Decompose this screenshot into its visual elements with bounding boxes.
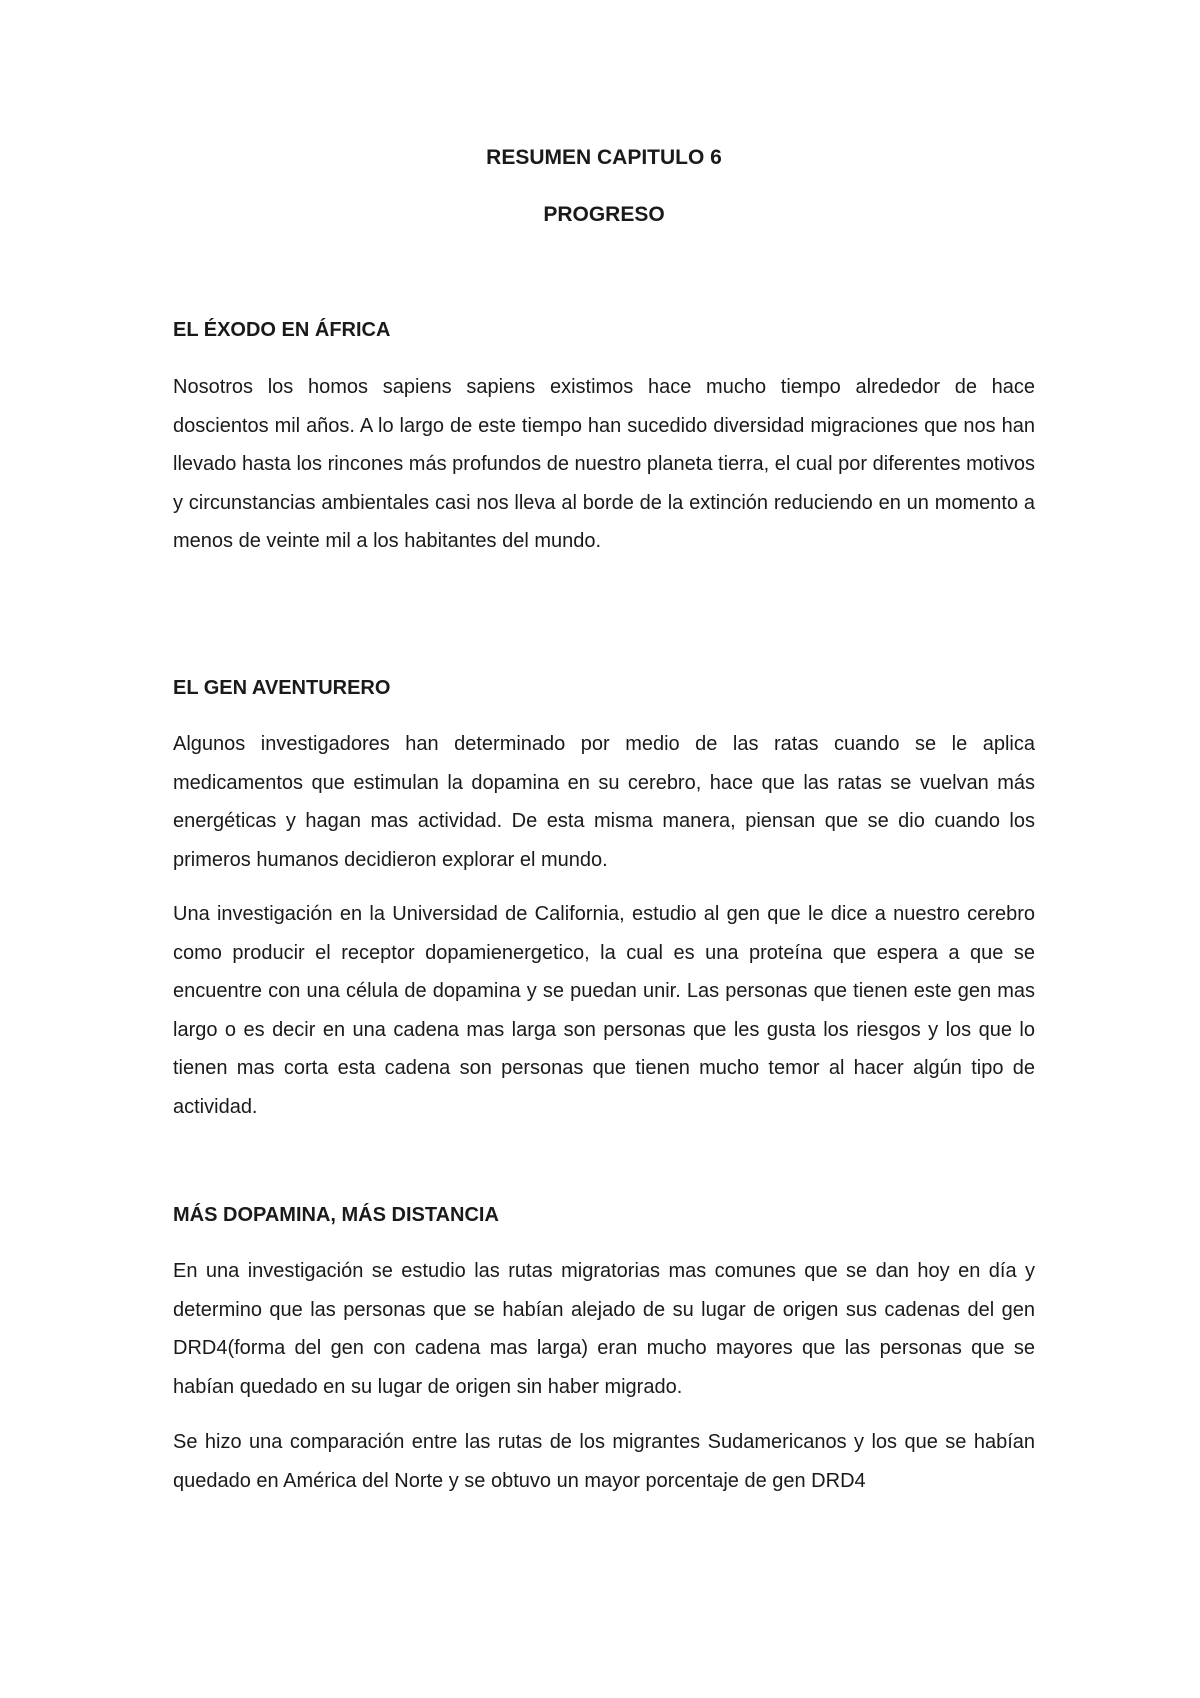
section-heading-exodo: EL ÉXODO EN ÁFRICA bbox=[173, 319, 391, 341]
paragraph-mas-dopamina-2: Se hizo una comparación entre las rutas de los migrantes Sudamericanos y los que se habían quedado en América del Norte y se obtuvo un mayor porcentaje de gen DRD4 bbox=[173, 1431, 1035, 1492]
section-heading-mas-dopamina: MÁS DOPAMINA, MÁS DISTANCIA bbox=[173, 1204, 499, 1226]
paragraph-exodo-1: Nosotros los homos sapiens sapiens existimos hace mucho tiempo alrededor de hace doscientos mil años. A lo largo de este tiempo han sucedido diversidad migraciones que nos han llevado hasta los rincones más profundos de nuestro planeta tierra, el cual por diferentes motivos y circunstancias ambientales casi nos lleva al borde de la extinción reduciendo en un momento a menos de veinte mil a los habitantes del mundo. bbox=[173, 376, 1035, 553]
document-title: RESUMEN CAPITULO 6 bbox=[486, 146, 722, 169]
paragraph-gen-aventurero-2: Una investigación en la Universidad de California, estudio al gen que le dice a nuestro cerebro como producir el receptor dopamienergetico, la cual es una proteína que espera a que se encuentre con una célula de dopamina y se puedan unir. Las personas que tienen este gen mas largo o es decir en una cadena mas larga son personas que les gusta los riesgos y los que lo tienen mas corta esta cadena son personas que tienen mucho temor al hacer algún tipo de actividad. bbox=[173, 903, 1035, 1118]
section-heading-gen-aventurero: EL GEN AVENTURERO bbox=[173, 677, 391, 699]
paragraph-mas-dopamina-1: En una investigación se estudio las rutas migratorias mas comunes que se dan hoy en día y determino que las personas que se habían alejado de su lugar de origen sus cadenas del gen DRD4(forma del gen con cadena mas larga) eran mucho mayores que las personas que se habían quedado en su lugar de origen sin haber migrado. bbox=[173, 1260, 1035, 1398]
document-subtitle: PROGRESO bbox=[543, 203, 665, 226]
paragraph-gen-aventurero-1: Algunos investigadores han determinado por medio de las ratas cuando se le aplica medicamentos que estimulan la dopamina en su cerebro, hace que las ratas se vuelvan más energéticas y hagan mas actividad. De esta misma manera, piensan que se dio cuando los primeros humanos decidieron explorar el mundo. bbox=[173, 733, 1035, 871]
